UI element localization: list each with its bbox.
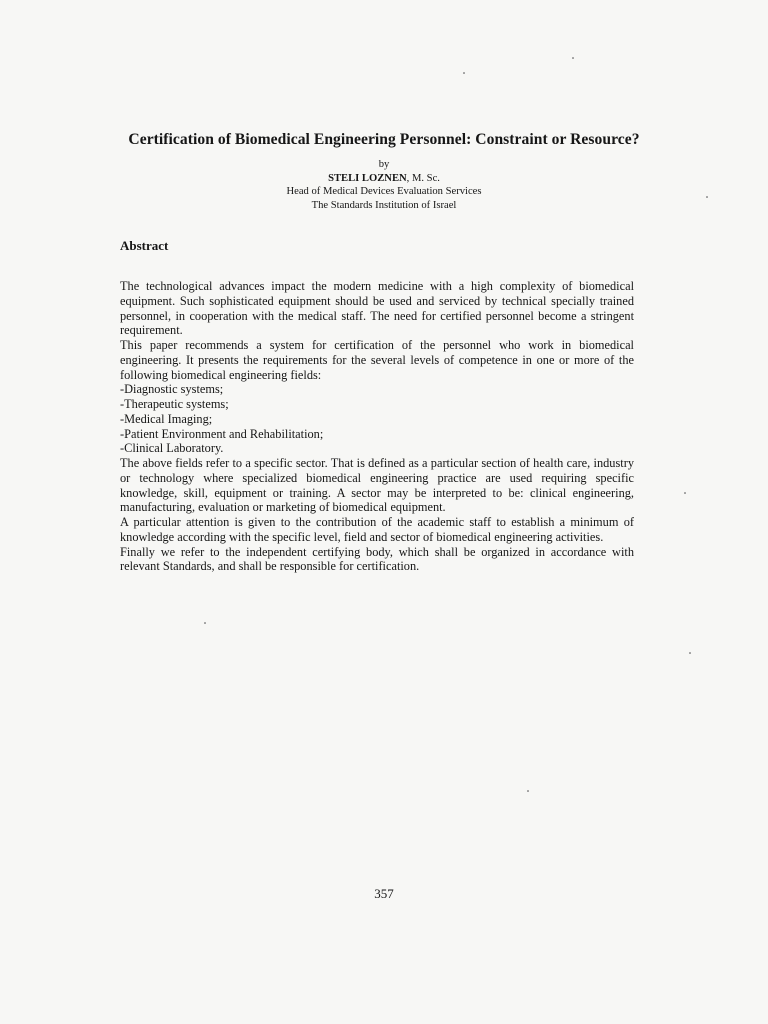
list-item: -Therapeutic systems; (120, 397, 229, 411)
list-item: -Clinical Laboratory. (120, 441, 224, 456)
author-organization: The Standards Institution of Israel (311, 199, 457, 211)
scan-speck (706, 196, 708, 198)
abstract-paragraph: The above fields refer to a specific sector. That is defined as a particular section of health care, industry or technology where specialized biomedical engineering practice are used requiring specific knowledge, skill, equipment or training. A sector may be interpreted to be: clinical engineering, manufacturing, evaluation or marketing of biomedical equipment. (120, 456, 634, 515)
by-label: by (378, 159, 390, 170)
list-item: -Diagnostic systems; (120, 382, 224, 397)
abstract-body (120, 279, 634, 574)
abstract-paragraph: The technological advances impact the modern medicine with a high complexity of biomedical equipment. Such sophisticated equipment should be used and serviced by technical specially trained personnel, in cooperation with the medical staff. The need for certified personnel become a stringent requirement. (120, 279, 634, 338)
author-role: Head of Medical Devices Evaluation Services (286, 186, 482, 197)
abstract-heading: Abstract (120, 238, 169, 253)
abstract-paragraph: A particular attention is given to the contribution of the academic staff to establish a minimum of knowledge according with the specific level, field and sector of biomedical engineering activities. (120, 515, 634, 544)
author-block (0, 158, 768, 212)
abstract-paragraph: Finally we refer to the independent certifying body, which shall be organized in accordance with relevant Standards, and shall be responsible for certification. (120, 544, 634, 574)
scan-speck (204, 622, 206, 624)
author-degree: , M. Sc. (406, 172, 440, 184)
abstract-paragraph: This paper recommends a system for certification of the personnel who work in biomedical engineering. It presents the requirements for the several levels of competence in one or more of the following biomedical engineering fields: (120, 338, 634, 382)
list-item: -Medical Imaging; (120, 411, 213, 426)
scan-speck (463, 72, 465, 74)
scan-speck (684, 492, 686, 494)
paper-title: Certification of Biomedical Engineering Personnel: Constraint or Resource? (128, 131, 640, 148)
scan-speck (527, 790, 529, 792)
author-name: STELI LOZNEN (328, 172, 407, 184)
scan-speck (572, 57, 574, 59)
page-number: 357 (374, 886, 394, 901)
list-item: -Patient Environment and Rehabilitation; (120, 426, 324, 441)
scan-speck (689, 652, 691, 654)
author-line (0, 172, 768, 186)
